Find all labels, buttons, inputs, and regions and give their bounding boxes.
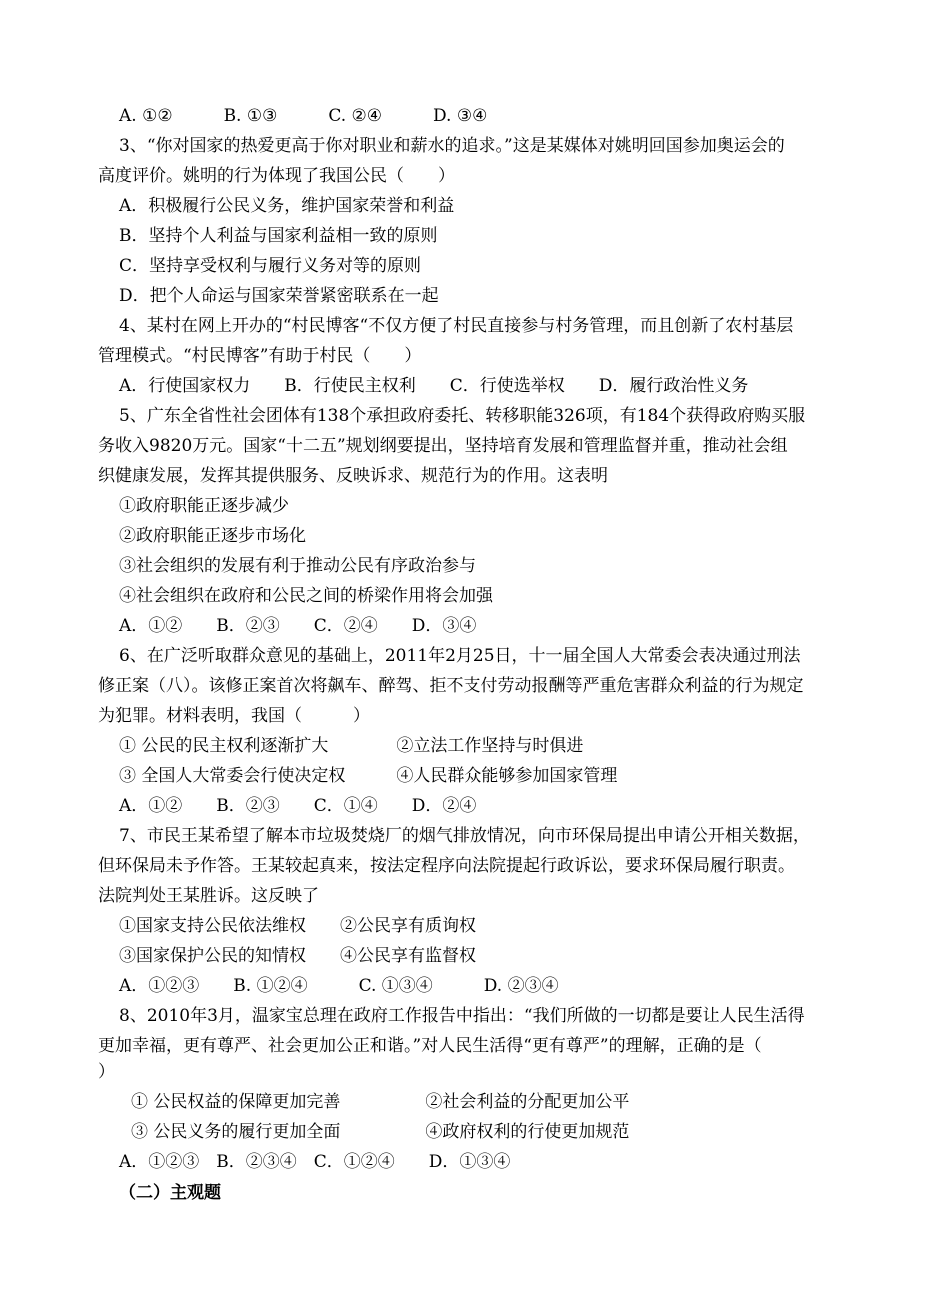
section-heading: （二）主观题 <box>119 1183 221 1203</box>
q6-statements-1: ① 公民的民主权利逐渐扩大 ②立法工作坚持与时俱进 <box>119 736 584 756</box>
q3-option-c: C．坚持享受权利与履行义务对等的原则 <box>119 256 422 276</box>
q8-stem-line-3: ） <box>98 1062 115 1082</box>
q8-options: A．①②③ B．②③④ C．①②④ D．①③④ <box>119 1152 511 1172</box>
q3-option-a: A．积极履行公民义务，维护国家荣誉和利益 <box>119 196 455 216</box>
q8-statements-2: ③ 公民义务的履行更加全面 ④政府权利的行使更加规范 <box>131 1122 630 1142</box>
q8-stem-line-2: 更加幸福，更有尊严、社会更加公正和谐。”对人民生活得“更有尊严”的理解，正确的是（ <box>98 1036 762 1056</box>
q8-statements-1: ① 公民权益的保障更加完善 ②社会利益的分配更加公平 <box>131 1092 630 1112</box>
q5-statement-1: ①政府职能正逐步减少 <box>119 496 289 516</box>
q7-stem-line-3: 法院判处王某胜诉。这反映了 <box>98 886 319 906</box>
q6-stem-line-3: 为犯罪。材料表明，我国（ ） <box>98 706 370 726</box>
q4-stem-line-1: 4、某村在网上开办的“村民博客“不仅方便了村民直接参与村务管理，而且创新了农村基层 <box>119 316 794 336</box>
q6-statements-2: ③ 全国人大常委会行使决定权 ④人民群众能够参加国家管理 <box>119 766 618 786</box>
q5-statement-3: ③社会组织的发展有利于推动公民有序政治参与 <box>119 556 476 576</box>
q5-stem-line-1: 5、广东全省性社会团体有138个承担政府委托、转移职能326项，有184个获得政府购买服 <box>119 406 806 426</box>
q3-stem-line-2: 高度评价。姚明的行为体现了我国公民（ ） <box>98 166 455 186</box>
q7-statements-1: ①国家支持公民依法维权 ②公民享有质询权 <box>119 916 476 936</box>
q5-statement-4: ④社会组织在政府和公民之间的桥梁作用将会加强 <box>119 586 493 606</box>
q6-stem-line-2: 修正案（八）。该修正案首次将飙车、醉驾、拒不支付劳动报酬等严重危害群众利益的行为规定 <box>98 676 804 696</box>
q6-options: A．①② B．②③ C．①④ D．②④ <box>119 796 477 816</box>
q4-options: A．行使国家权力 B．行使民主权利 C．行使选举权 D．履行政治性义务 <box>119 376 749 396</box>
q5-stem-line-3: 织健康发展，发挥其提供服务、反映诉求、规范行为的作用。这表明 <box>98 466 608 486</box>
q8-stem-line-1: 8、2010年3月，温家宝总理在政府工作报告中指出：“我们所做的一切都是要让人民生活得 <box>119 1006 805 1026</box>
q5-options: A．①② B．②③ C．②④ D．③④ <box>119 616 477 636</box>
q3-option-b: B．坚持个人利益与国家利益相一致的原则 <box>119 226 438 246</box>
q5-stem-line-2: 务收入9820万元。国家“十二五”规划纲要提出，坚持培育发展和管理监督并重，推动社会组 <box>98 436 788 456</box>
q3-stem-line-1: 3、“你对国家的热爱更高于你对职业和薪水的追求。”这是某媒体对姚明回国参加奥运会的 <box>119 136 785 156</box>
q2-options: A. ①② B. ①③ C. ②④ D. ③④ <box>119 106 488 126</box>
q5-statement-2: ②政府职能正逐步市场化 <box>119 526 306 546</box>
q7-stem-line-2: 但环保局未予作答。王某较起真来，按法定程序向法院提起行政诉讼，要求环保局履行职责。 <box>98 856 795 876</box>
q4-stem-line-2: 管理模式。“村民博客”有助于村民（ ） <box>98 346 422 366</box>
q7-options: A．①②③ B. ①②④ C. ①③④ D. ②③④ <box>119 976 559 996</box>
q3-option-d: D．把个人命运与国家荣誉紧密联系在一起 <box>119 286 439 306</box>
q7-stem-line-1: 7、市民王某希望了解本市垃圾焚烧厂的烟气排放情况，向市环保局提出申请公开相关数据， <box>119 826 810 846</box>
q7-statements-2: ③国家保护公民的知情权 ④公民享有监督权 <box>119 946 476 966</box>
q6-stem-line-1: 6、在广泛听取群众意见的基础上，2011年2月25日，十一届全国人大常委会表决通过刑法 <box>119 646 801 666</box>
